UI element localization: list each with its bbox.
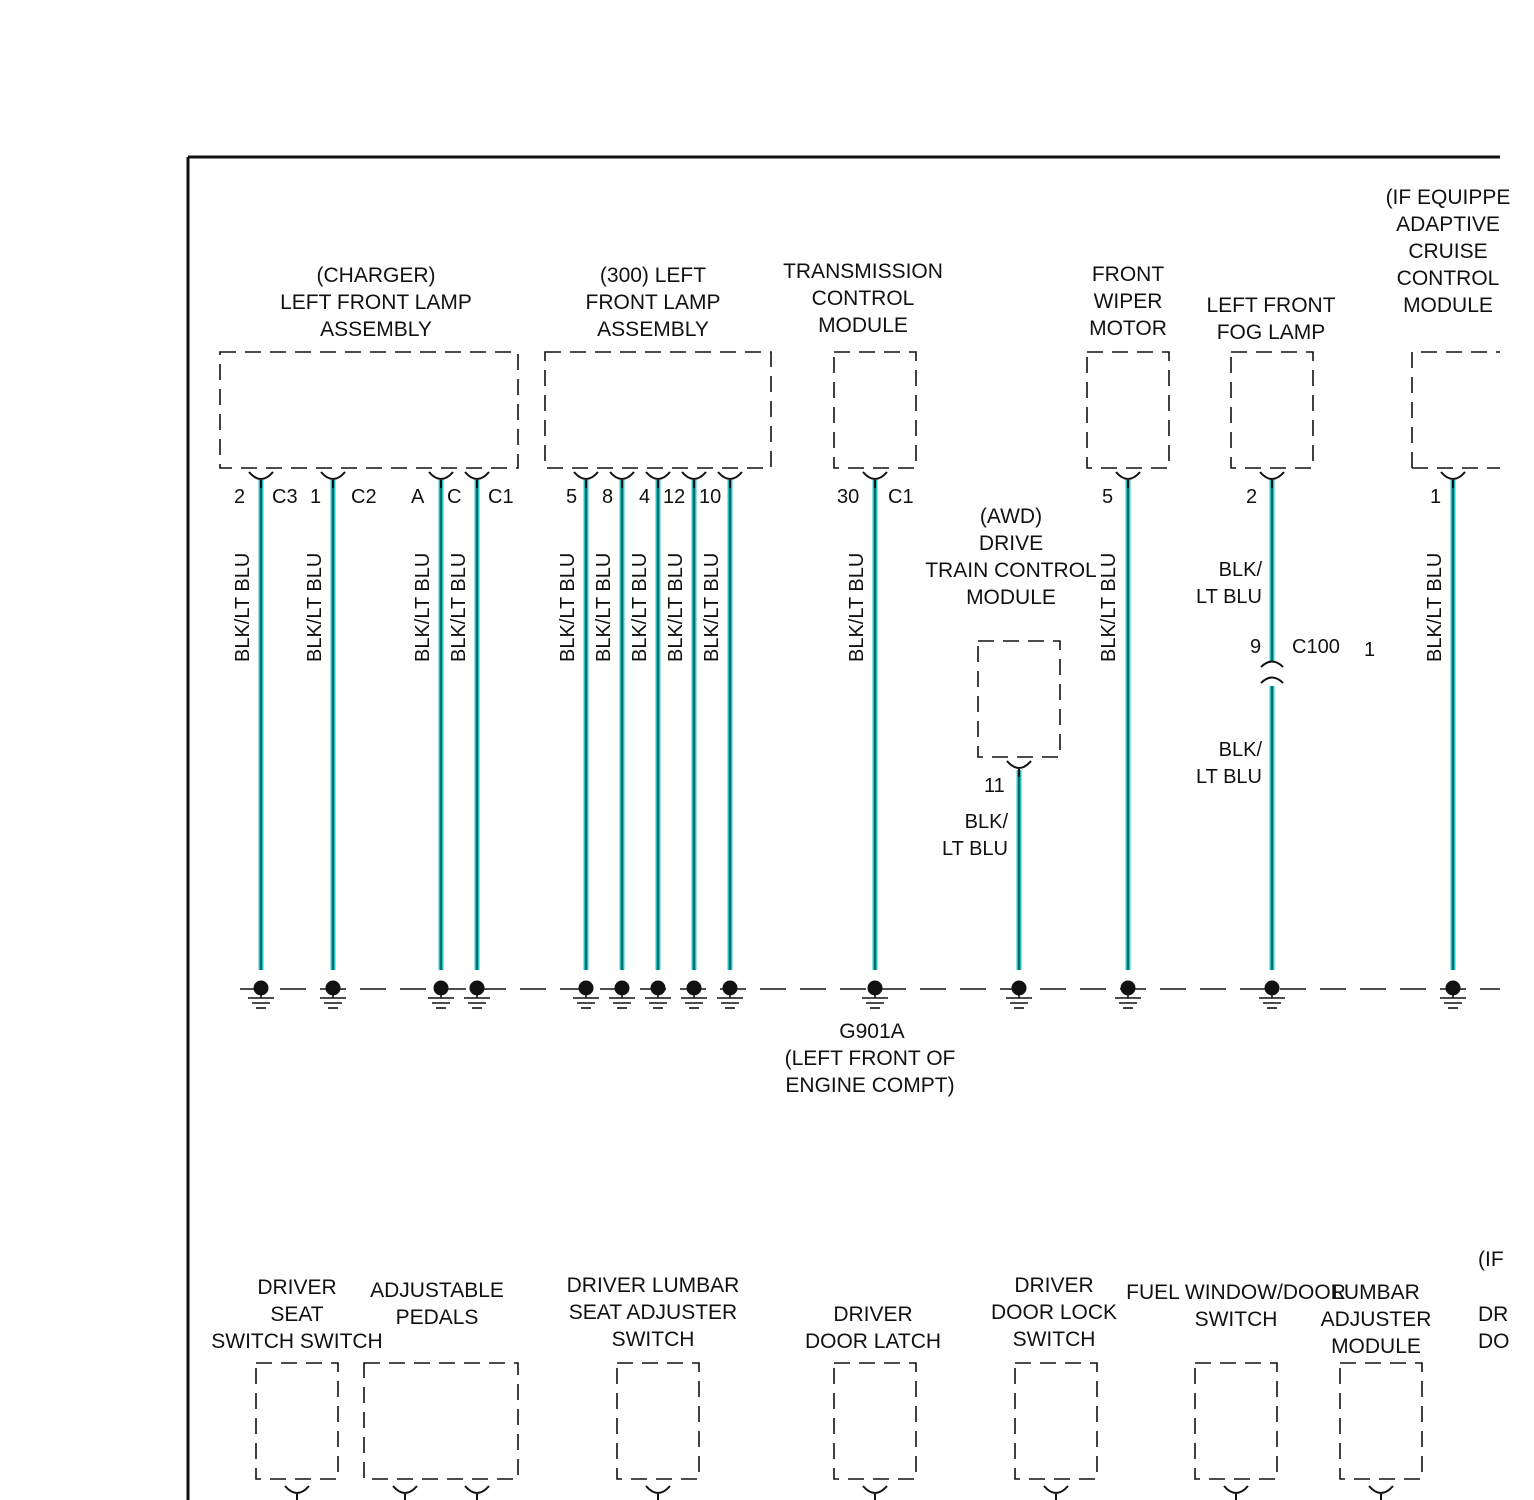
pin-label: C bbox=[447, 486, 462, 508]
pin-label: 2 bbox=[1246, 486, 1258, 508]
wiper-box bbox=[1087, 352, 1169, 468]
pin-label: 30 bbox=[837, 486, 860, 508]
component-boxes-bottom bbox=[256, 1363, 1422, 1479]
pin-label: 5 bbox=[1102, 486, 1114, 508]
pin-terminal bbox=[610, 472, 634, 488]
pin-terminal bbox=[1260, 472, 1284, 488]
ground-symbol bbox=[1006, 981, 1032, 1009]
pin-label: 10 bbox=[699, 486, 722, 508]
ground-symbol bbox=[1115, 981, 1141, 1009]
door-latch-label: DRIVER DOOR LATCH bbox=[804, 1303, 942, 1353]
pin-label: 5 bbox=[566, 486, 578, 508]
wire-color-label: BLK/LT BLU bbox=[412, 552, 434, 662]
wire-color-label: BLK/LT BLU bbox=[1098, 552, 1120, 662]
lumbar-module-label: LUMBAR ADJUSTER MODULE bbox=[1320, 1281, 1432, 1358]
acc-box bbox=[1412, 352, 1500, 468]
pin-label: 11 bbox=[984, 775, 1005, 797]
wire-color-label: BLK/LT BLU bbox=[665, 552, 687, 662]
pin-terminal bbox=[1116, 472, 1140, 488]
fuel-window-door-label: FUEL WINDOW/DOOR SWITCH bbox=[1126, 1281, 1346, 1331]
pin-terminal bbox=[465, 1486, 489, 1500]
ground-symbol bbox=[248, 981, 274, 1009]
ground-symbol bbox=[464, 981, 490, 1009]
pin-terminal bbox=[1224, 1486, 1248, 1500]
wire-color-label: BLK/LT BLU bbox=[846, 552, 868, 662]
wiper-label: FRONT WIPER MOTOR bbox=[1089, 263, 1167, 340]
ground-symbol bbox=[320, 981, 346, 1009]
fog-box bbox=[1231, 352, 1313, 468]
wire-color-label: BLK/LT BLU bbox=[232, 552, 254, 662]
pin-terminal bbox=[285, 1486, 309, 1500]
pin-terminal bbox=[1044, 1486, 1068, 1500]
adjustable-pedals-box bbox=[364, 1363, 518, 1479]
wire-color-label: BLK/LT BLU bbox=[557, 552, 579, 662]
pin-label: 1 bbox=[310, 486, 322, 508]
tcm-label: TRANSMISSION CONTROL MODULE bbox=[783, 260, 943, 337]
fuel-window-door-box bbox=[1195, 1363, 1277, 1479]
wire-color-label: BLK/ LT BLU bbox=[1196, 739, 1262, 788]
wire-color-label: BLK/LT BLU bbox=[629, 552, 651, 662]
connector-label: C3 bbox=[272, 486, 298, 508]
pin-terminal bbox=[393, 1486, 417, 1500]
pin-terminal bbox=[863, 1486, 887, 1500]
awd-label: (AWD) DRIVE TRAIN CONTROL MODULE bbox=[925, 505, 1097, 609]
ground-symbol bbox=[681, 981, 707, 1009]
connector-label: C2 bbox=[351, 486, 377, 508]
awd-box bbox=[978, 641, 1060, 757]
ground-symbol bbox=[1440, 981, 1466, 1009]
if-partial-label: (IF bbox=[1478, 1248, 1504, 1271]
ground-symbol bbox=[1259, 981, 1285, 1009]
connector-label: C1 bbox=[488, 486, 514, 508]
ground-symbol bbox=[862, 981, 888, 1009]
wire-color-label: BLK/LT BLU bbox=[701, 552, 723, 662]
pin-terminal bbox=[465, 472, 489, 488]
pin-label: 8 bbox=[602, 486, 614, 508]
lumbar-switch-box bbox=[617, 1363, 699, 1479]
wire-color-label: BLK/LT BLU bbox=[1424, 552, 1446, 662]
pin-terminal bbox=[249, 472, 273, 488]
ground-symbol bbox=[609, 981, 635, 1009]
wire-color-label: BLK/ LT BLU bbox=[942, 811, 1008, 860]
wire-color-label: BLK/LT BLU bbox=[593, 552, 615, 662]
pin-terminal bbox=[646, 1486, 670, 1500]
pin-label: 1 bbox=[1430, 486, 1442, 508]
pin-terminal bbox=[1007, 761, 1031, 777]
ground-symbol bbox=[645, 981, 671, 1009]
dr-partial-label: DR DO bbox=[1478, 1303, 1510, 1353]
ground-location: (LEFT FRONT OF ENGINE COMPT) bbox=[784, 1047, 956, 1097]
pin-label: 4 bbox=[639, 486, 651, 508]
wire-color-label: BLK/ LT BLU bbox=[1196, 559, 1262, 608]
connector-label: C100 bbox=[1292, 636, 1340, 658]
pin-label: A bbox=[411, 486, 425, 508]
pin-terminal bbox=[1369, 1486, 1393, 1500]
pin-label: 1 bbox=[1364, 639, 1376, 661]
fog-label: LEFT FRONT FOG LAMP bbox=[1206, 294, 1336, 344]
ground-symbol bbox=[573, 981, 599, 1009]
pin-terminal bbox=[574, 472, 598, 488]
pin-terminal bbox=[1441, 472, 1465, 488]
lumbar-switch-label: DRIVER LUMBAR SEAT ADJUSTER SWITCH bbox=[566, 1274, 740, 1351]
ground-symbol bbox=[428, 981, 454, 1009]
300-lamp-label: (300) LEFT FRONT LAMP ASSEMBLY bbox=[585, 264, 721, 341]
connector-label: C1 bbox=[888, 486, 914, 508]
ground-id: G901A bbox=[839, 1020, 905, 1043]
driver-seat-switch-label: DRIVER SEAT SWITCH SWITCH bbox=[211, 1276, 383, 1353]
lumbar-module-box bbox=[1340, 1363, 1422, 1479]
door-latch-box bbox=[834, 1363, 916, 1479]
wire-color-label: BLK/LT BLU bbox=[304, 552, 326, 662]
acc-label: (IF EQUIPPE ADAPTIVE CRUISE CONTROL MODULE bbox=[1385, 186, 1511, 317]
charger-lamp-label: (CHARGER) LEFT FRONT LAMP ASSEMBLY bbox=[280, 264, 472, 341]
c100-connector-symbol bbox=[1261, 662, 1283, 684]
pin-label: 9 bbox=[1250, 636, 1262, 658]
door-lock-switch-box bbox=[1015, 1363, 1097, 1479]
door-lock-switch-label: DRIVER DOOR LOCK SWITCH bbox=[990, 1274, 1118, 1351]
driver-seat-switch-box bbox=[256, 1363, 338, 1479]
pin-terminal bbox=[321, 472, 345, 488]
pin-label: 2 bbox=[234, 486, 246, 508]
pin-terminal bbox=[718, 472, 742, 488]
ground-symbols bbox=[248, 981, 1466, 1009]
charger-lamp-box bbox=[220, 352, 518, 468]
pin-terminal bbox=[863, 472, 887, 488]
pin-label: 12 bbox=[663, 486, 686, 508]
adjustable-pedals-label: ADJUSTABLE PEDALS bbox=[370, 1279, 504, 1329]
ground-symbol bbox=[717, 981, 743, 1009]
300-lamp-box bbox=[545, 352, 771, 468]
wire-color-label: BLK/LT BLU bbox=[448, 552, 470, 662]
tcm-box bbox=[834, 352, 916, 468]
